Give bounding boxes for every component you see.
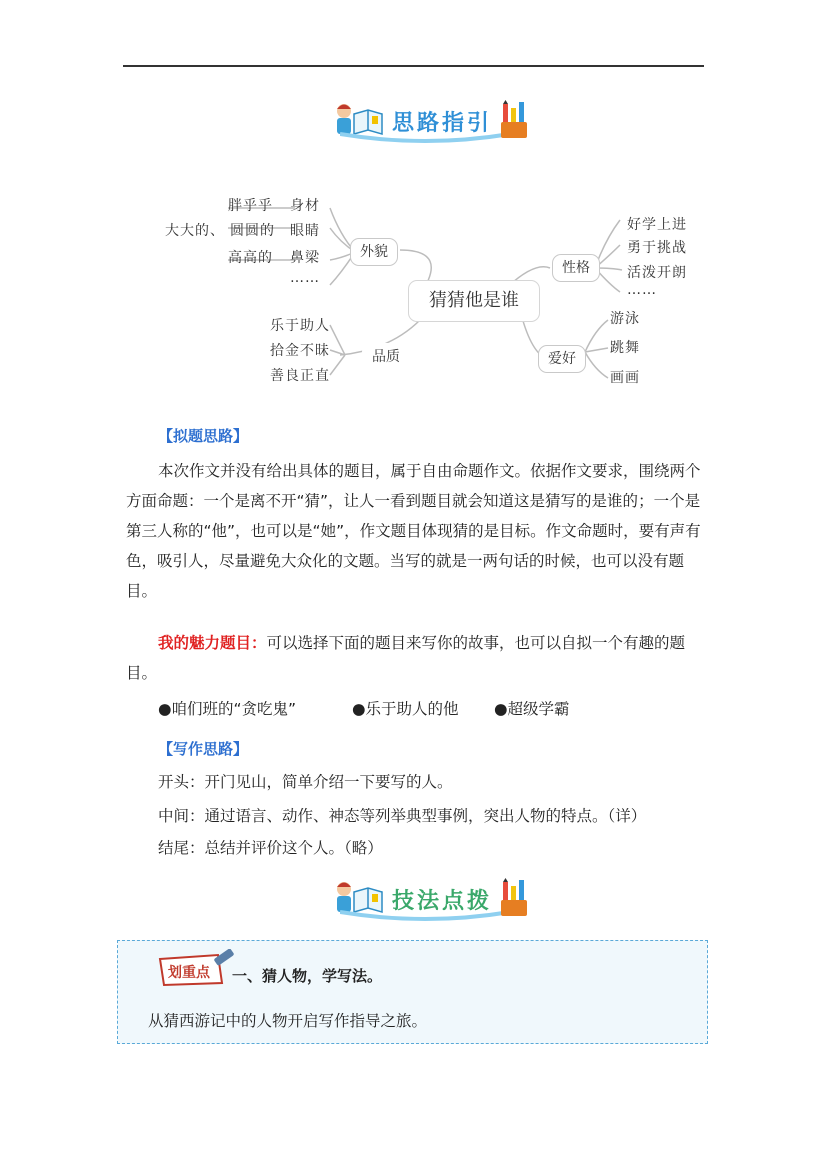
- hobby-item: 跳舞: [610, 340, 640, 356]
- appearance-descriptor: 圆圆的: [230, 223, 275, 239]
- header-rule: [123, 65, 704, 67]
- banner-technique-tips: [328, 878, 528, 924]
- appearance-descriptor: 胖乎乎: [228, 198, 273, 214]
- title-option: ●超级学霸: [494, 700, 570, 718]
- banner-title: 技法点拨: [392, 889, 493, 914]
- personality-node: 性格: [552, 254, 600, 282]
- writing-step-ending: 结尾：总结并评价这个人。（略）: [158, 839, 383, 857]
- title-idea-heading: 【拟题思路】: [158, 427, 249, 445]
- writing-step-middle: 中间：通过语言、动作、神态等列举典型事例，突出人物的特点。（详）: [158, 807, 647, 825]
- appearance-item: ……: [290, 270, 320, 286]
- appearance-item: 眼睛: [290, 223, 320, 239]
- charm-title-text: 可以选择下面的题目来写你的故事，也可以自拟一个有趣的题目。: [126, 634, 686, 682]
- title-option: ●咱们班的“贪吃鬼”: [158, 700, 297, 718]
- badge-text: 划重点: [168, 965, 210, 981]
- key-point-text: 从猜西游记中的人物开启写作指导之旅。: [148, 1012, 428, 1030]
- title-idea-text: 本次作文并没有给出具体的题目，属于自由命题作文。依据作文要求，围绕两个方面命题：一个是离不开“猜”，让人一看到题目就会知道这是猜写的是谁的；一个是第三人称的“他”，也可以是“她”，作文题目体现猜的是目标。作文命题时，要有声有色，吸引人，尽量避免大众化的文题。当写的就是一两句话的时候，也可以没有题目。: [126, 462, 701, 600]
- key-point-title: 一、猜人物，学写法。: [232, 967, 383, 985]
- banner-swoosh: [340, 130, 510, 144]
- personality-item: 活泼开朗: [627, 265, 687, 281]
- title-idea-paragraph: [126, 456, 706, 606]
- charm-title-paragraph: [126, 628, 706, 688]
- quality-item: 乐于助人: [270, 318, 330, 334]
- highlight-badge-icon: [156, 949, 236, 989]
- mind-map: [150, 180, 710, 395]
- appearance-node: 外貌: [350, 238, 398, 266]
- personality-item: 勇于挑战: [627, 240, 687, 256]
- quality-item: 拾金不昧: [270, 343, 330, 359]
- charm-title-label: 我的魅力题目：: [158, 634, 267, 652]
- appearance-item: 鼻梁: [290, 250, 320, 266]
- hobby-item: 游泳: [610, 311, 640, 327]
- title-option: ●乐于助人的他: [352, 700, 459, 718]
- personality-item: ……: [627, 282, 657, 298]
- writing-step-opening: 开头：开门见山，简单介绍一下要写的人。: [158, 773, 453, 791]
- appearance-descriptor: 大大的、: [165, 223, 225, 239]
- appearance-descriptor: 高高的: [228, 250, 273, 266]
- writing-idea-heading: 【写作思路】: [158, 740, 249, 758]
- center-node: 猜猜他是谁: [408, 280, 540, 322]
- quality-node: 品质: [362, 343, 410, 371]
- banner-swoosh: [340, 908, 510, 922]
- hobby-item: 画画: [610, 370, 640, 386]
- hobby-node: 爱好: [538, 345, 586, 373]
- banner-title: 思路指引: [392, 111, 493, 136]
- quality-item: 善良正直: [270, 368, 330, 384]
- personality-item: 好学上进: [627, 217, 687, 233]
- appearance-item: 身材: [290, 198, 320, 214]
- pencil-cup-icon: [500, 878, 528, 916]
- pencil-cup-icon: [500, 100, 528, 138]
- banner-thinking-guide: [328, 100, 528, 146]
- key-point-box: [117, 940, 708, 1044]
